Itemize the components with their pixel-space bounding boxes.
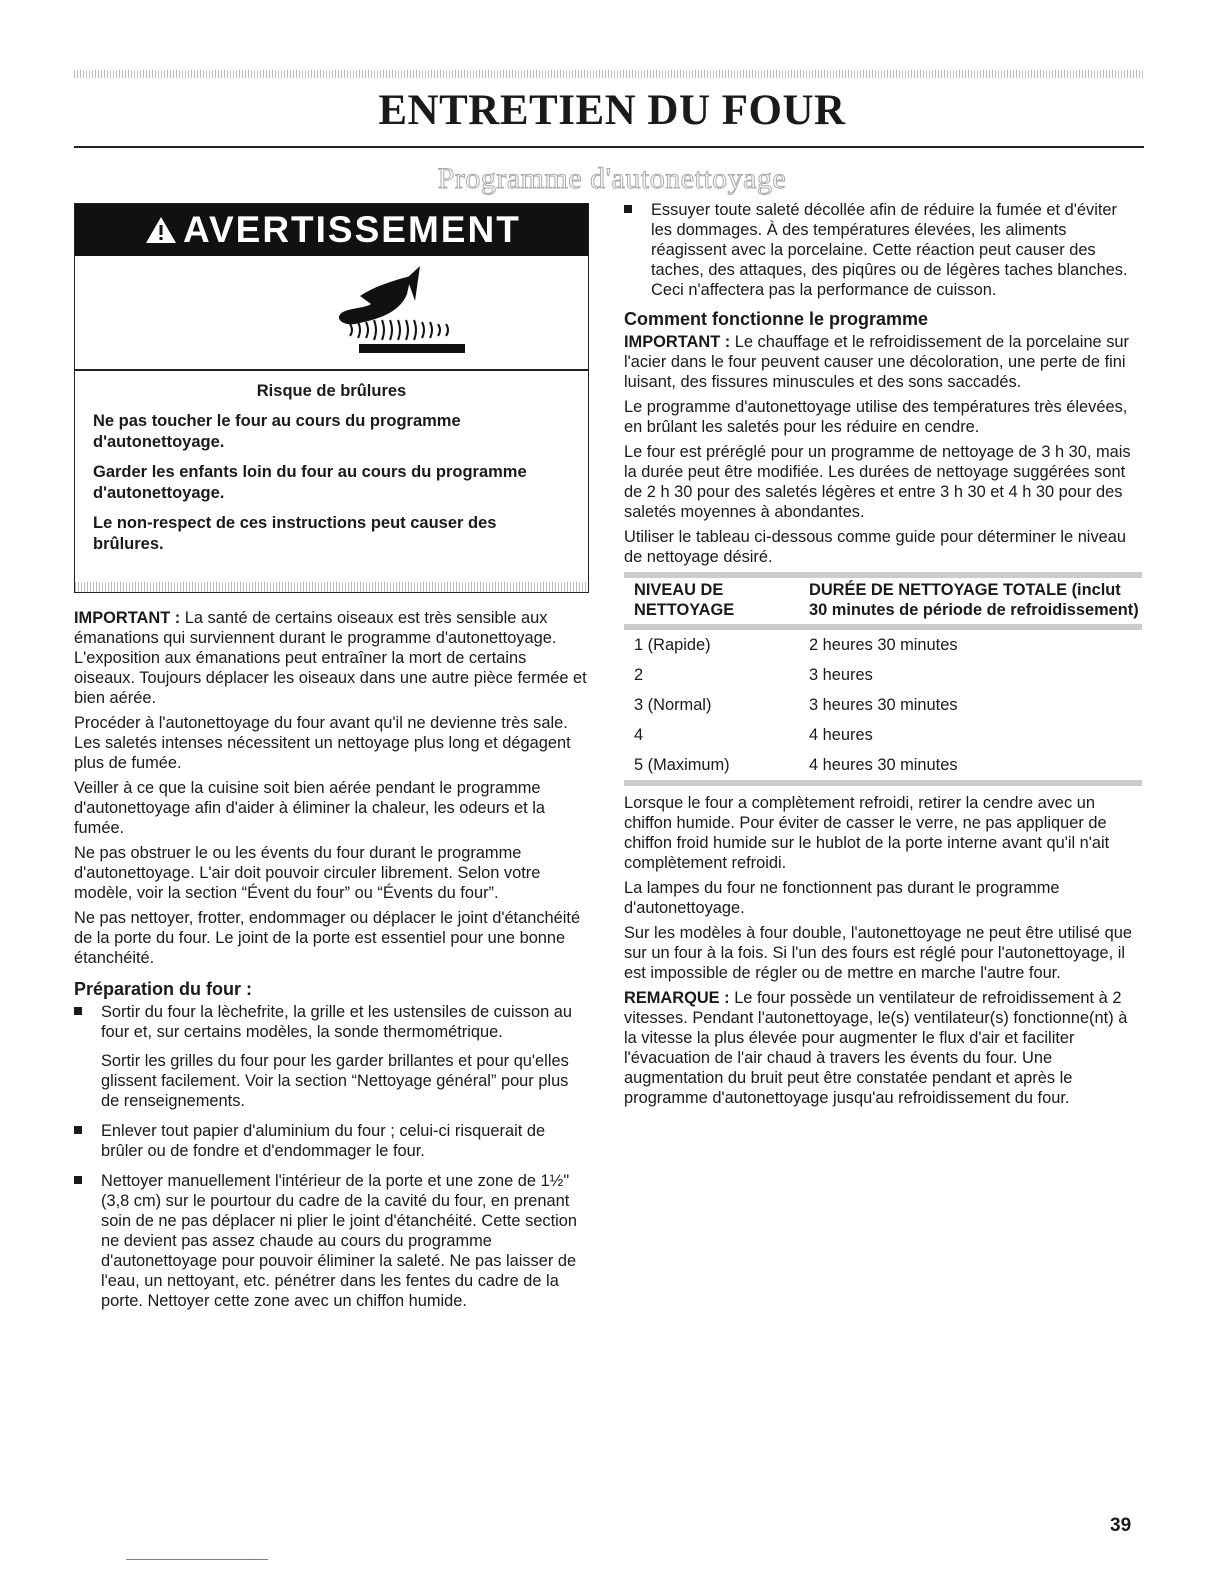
list-item-text: Sortir du four la lèchefrite, la grille et les ustensiles de cuisson au four et, sur certains modèles, la sonde thermométrique.: [101, 1003, 573, 1041]
paragraph: Utiliser le tableau ci-dessous comme guide pour déterminer le niveau de nettoyage désiré.: [624, 528, 1126, 566]
paragraph-text: La santé de certains oiseaux est très sensible aux émanations qui surviennent durant le programme d'autonettoyage. L'exposition aux émanations peut entraîner la mort de certains oiseaux. Toujours déplacer les oiseaux dans une autre pièce fermée et bien aérée.: [74, 609, 587, 707]
paragraph: [624, 988, 1142, 1108]
important-label: IMPORTANT :: [74, 609, 181, 627]
paragraph: Ne pas obstruer le ou les évents du four durant le programme d'autonettoyage. L'air doit pouvoir circuler librement. Selon votre modèle, voir la section “Évent du four” ou “Évents du four”.: [74, 844, 541, 902]
list-item-text: Essuyer toute saleté décollée afin de réduire la fumée et d'éviter les dommages. À des températures élevées, les aliments réagissent avec la porcelaine. Cette réaction peut causer des taches, des attaques, des piqûres ou de légères taches blanches. Ceci n'affectera pas la performance de cuisson.: [651, 201, 1128, 299]
preparation-list: [74, 1002, 589, 1311]
list-item-text: Nettoyer manuellement l'intérieur de la porte et une zone de 1½" (3,8 cm) sur le pourtour du cadre de la cavité du four, en prenant soin de ne pas déplacer ni plier le joint d'étanchéité. Cette section ne devient pas assez chaude au cours du programme d'autonettoyage pour pouvoir éliminer la saleté. Ne pas laisser de l'eau, un nettoyant, etc. pénétrer dans les fentes du cadre de la porte. Nettoyer cette zone avec un chiffon humide.: [101, 1172, 578, 1310]
cell-duration: 3 heures: [809, 666, 873, 684]
warning-triangle-icon: [145, 216, 177, 244]
remark-label: REMARQUE :: [624, 989, 730, 1007]
table-row: [624, 720, 1142, 750]
cell-duration: 4 heures 30 minutes: [809, 756, 958, 774]
section-title: Programme d'autonettoyage: [437, 162, 787, 195]
paragraph: Le programme d'autonettoyage utilise des températures très élevées, en brûlant les saletés pour les réduire en cendre.: [624, 398, 1128, 436]
warning-strip: [75, 582, 588, 592]
table-row: [624, 750, 1142, 783]
warning-line: Ne pas toucher le four au cours du programme d'autonettoyage.: [93, 412, 461, 451]
program-heading: Comment fonctionne le programme: [624, 309, 929, 329]
footer-line: [126, 1559, 268, 1560]
bullet-icon: [74, 1007, 82, 1015]
bullet-icon: [624, 205, 632, 213]
warning-heading: AVERTISSEMENT: [183, 209, 521, 250]
paragraph: [624, 332, 1142, 392]
cleaning-table: [624, 572, 1142, 786]
list-item: [624, 200, 1142, 300]
important-label: IMPORTANT :: [624, 333, 731, 351]
list-item: [74, 1171, 589, 1311]
cell-duration: 3 heures 30 minutes: [809, 696, 958, 714]
table-header: [624, 575, 1142, 627]
list-item: [74, 1002, 589, 1111]
cell-level: 1 (Rapide): [634, 636, 711, 654]
paragraph: Lorsque le four a complètement refroidi, retirer la cendre avec un chiffon humide. Pour éviter de casser le verre, ne pas appliquer de chiffon froid humide sur le hublot de la porte interne avant qu'il n'ait complètement refroidi.: [624, 794, 1110, 872]
warning-box: [74, 203, 589, 593]
paragraph-text: Le four possède un ventilateur de refroidissement à 2 vitesses. Pendant l'autonettoyage, le(s) ventilateur(s) fonctionne(nt) à la vitesse la plus élevée pour augmenter le flux d'air et faciliter l'évacuation de l'air chaud à travers les évents du four. Une augmentation du bruit peut être constatée pendant et après le programme d'autonettoyage jusqu'au refroidissement du four.: [624, 989, 1128, 1107]
warning-risk: Risque de brûlures: [256, 382, 407, 400]
table-row: [624, 660, 1142, 690]
warning-body: [75, 371, 588, 582]
list-item: [74, 1121, 589, 1161]
page-title: ENTRETIEN DU FOUR: [378, 87, 846, 134]
paragraph: Procéder à l'autonettoyage du four avant qu'il ne devienne très sale. Les saletés intenses nécessitent un nettoyage plus long et dégagent plus de fumée.: [74, 714, 571, 772]
table-row: [624, 690, 1142, 720]
cell-level: 4: [634, 726, 644, 744]
bullet-icon: [74, 1176, 82, 1184]
preparation-list-continued: [624, 200, 1142, 300]
paragraph: Ne pas nettoyer, frotter, endommager ou déplacer le joint d'étanchéité de la porte du four. Le joint de la porte est essentiel pour une bonne étanchéité.: [74, 909, 581, 967]
right-column: [624, 200, 1142, 1113]
cell-level: 2: [634, 666, 644, 684]
paragraph: Sur les modèles à four double, l'autonettoyage ne peut être utilisé que sur un four à la fois. Si l'un des fours est réglé pour l'autonettoyage, il est impossible de régler ou de mettre en marche l'autre four.: [624, 924, 1132, 982]
cell-duration: 4 heures: [809, 726, 873, 744]
cell-duration: 2 heures 30 minutes: [809, 636, 958, 654]
paragraph: La lampes du four ne fonctionnent pas durant le programme d'autonettoyage.: [624, 879, 1060, 917]
paragraph: Le four est préréglé pour un programme de nettoyage de 3 h 30, mais la durée peut être modifiée. Les durées de nettoyage suggérées sont de 2 h 30 pour des saletés légères et entre 3 h 30 et 4 h 30 pour des saletés moyennes à abondantes.: [624, 443, 1131, 521]
list-item-text: Sortir les grilles du four pour les garder brillantes et pour qu'elles glissent facilement. Voir la section “Nettoyage général” pour plus de renseignements.: [101, 1052, 569, 1110]
header-level: NIVEAU DE NETTOYAGE: [634, 581, 735, 619]
cell-level: 5 (Maximum): [634, 756, 730, 774]
warning-line: Le non-respect de ces instructions peut causer des brûlures.: [93, 514, 497, 553]
bullet-icon: [74, 1126, 82, 1134]
paragraph-text: Le chauffage et le refroidissement de la porcelaine sur l'acier dans le four peuvent causer une décoloration, une perte de fini luisant, des fissures minuscules et des sons saccadés.: [624, 333, 1129, 391]
page-number: 39: [1110, 1515, 1132, 1536]
header-duration: DURÉE DE NETTOYAGE TOTALE (inclut 30 minutes de période de refroidissement): [809, 581, 1139, 619]
title-rule: [74, 146, 1144, 148]
paragraph: [74, 608, 589, 708]
left-column: [74, 203, 589, 1321]
paragraph: Veiller à ce que la cuisine soit bien aérée pendant le programme d'autonettoyage afin d'aider à éliminer la chaleur, les odeurs et la fumée.: [74, 779, 545, 837]
table-row: [624, 627, 1142, 660]
list-item-text: Enlever tout papier d'aluminium du four ; celui-ci risquerait de brûler ou de fondre et d'endommager le four.: [101, 1122, 546, 1160]
burn-hazard-icon: [75, 256, 588, 371]
preparation-heading: Préparation du four :: [74, 979, 253, 999]
cell-level: 3 (Normal): [634, 696, 712, 714]
warning-header: [75, 204, 588, 256]
top-band: [74, 70, 1144, 78]
warning-line: Garder les enfants loin du four au cours du programme d'autonettoyage.: [93, 463, 527, 502]
